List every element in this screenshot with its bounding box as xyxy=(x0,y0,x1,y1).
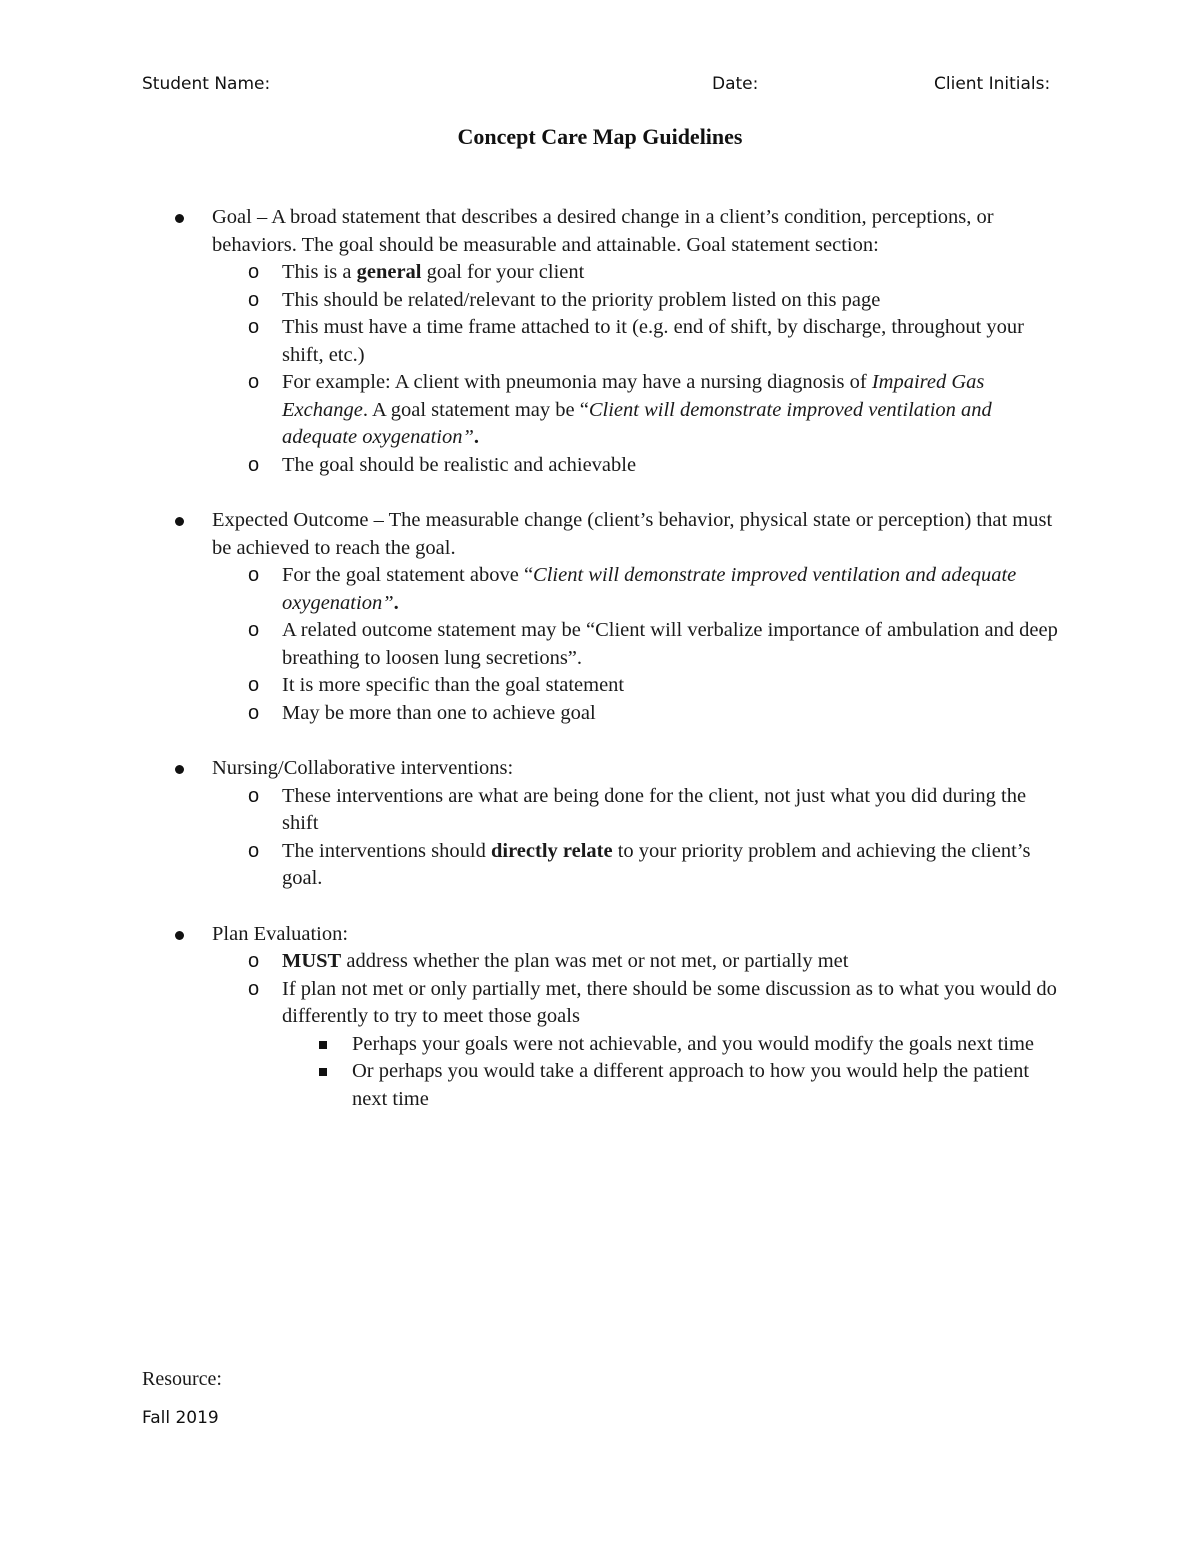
bullet-square xyxy=(319,1068,327,1076)
item-text: A related outcome statement may be “Client will verbalize importance of ambulation and deep breathing to loosen lung secretions”. xyxy=(282,619,1058,669)
list-item xyxy=(142,287,1062,315)
outcome-item xyxy=(142,507,1062,562)
outcome-section xyxy=(142,507,1062,727)
bullet-disc xyxy=(175,517,184,526)
bullet-circle: o xyxy=(248,674,260,696)
resource-label: Resource: xyxy=(142,1368,222,1390)
item-text: address whether the plan was met or not met, or partially met xyxy=(341,950,849,972)
bullet-circle: o xyxy=(248,950,260,972)
outcome-text: Expected Outcome – The measurable change (client’s behavior, physical state or perception) that must be achieved to reach the goal. xyxy=(212,509,1053,559)
item-text: May be more than one to achieve goal xyxy=(282,701,596,724)
goal-text: Goal – A broad statement that describes a desired change in a client’s condition, perceptions, or behaviors. The goal should be measurable and attainable. Goal statement section: xyxy=(212,206,994,256)
interventions-item xyxy=(142,755,1062,783)
goal-section xyxy=(142,204,1062,479)
goal-item xyxy=(142,204,1062,259)
item-text: This should be related/relevant to the priority problem listed on this page xyxy=(282,288,881,311)
list-item xyxy=(142,948,1062,976)
item-italic: Client will demonstrate improved ventilation and adequate oxygenation” xyxy=(282,564,1017,614)
item-text: For the goal statement above “ xyxy=(282,564,534,586)
student-name-label: Student Name: xyxy=(142,74,271,94)
list-item xyxy=(142,976,1062,1031)
guidelines-list xyxy=(142,204,1062,1141)
list-item xyxy=(142,672,1062,700)
item-text: . xyxy=(393,591,399,614)
item-text: . xyxy=(473,426,479,448)
item-text: This is a xyxy=(282,261,357,283)
bullet-circle: o xyxy=(248,619,260,641)
bullet-circle: o xyxy=(248,288,260,311)
item-text: to your priority problem and achieving the client’s goal. xyxy=(282,839,1031,889)
semester-label: Fall 2019 xyxy=(142,1408,219,1428)
list-item xyxy=(142,259,1062,287)
bullet-circle: o xyxy=(248,261,260,283)
bullet-circle: o xyxy=(248,839,260,862)
sub-list-item xyxy=(142,1031,1062,1059)
item-text: . A goal statement may be “ xyxy=(362,398,589,421)
bullet-disc xyxy=(175,931,184,940)
item-text: This must have a time frame attached to it (e.g. end of shift, by discharge, throughout your shift, etc.) xyxy=(282,316,1024,366)
date-label: Date: xyxy=(712,74,759,94)
item-text: The interventions should xyxy=(282,839,491,862)
bullet-square xyxy=(319,1041,327,1049)
item-text: These interventions are what are being done for the client, not just what you did during the shift xyxy=(282,784,1027,834)
item-text: goal for your client xyxy=(421,261,585,283)
bullet-disc xyxy=(175,765,184,774)
interventions-text: Nursing/Collaborative interventions: xyxy=(212,757,514,779)
list-item xyxy=(142,562,1062,617)
interventions-section xyxy=(142,755,1062,893)
bullet-circle: o xyxy=(248,453,260,476)
list-item xyxy=(142,700,1062,728)
bullet-circle: o xyxy=(248,784,260,807)
list-item xyxy=(142,783,1062,838)
item-bold: directly relate xyxy=(490,839,613,862)
list-item xyxy=(142,452,1062,480)
item-italic: Impaired Gas Exchange xyxy=(282,371,985,421)
item-text: For example: A client with pneumonia may have a nursing diagnosis of xyxy=(282,371,872,393)
bullet-disc xyxy=(175,214,184,223)
bullet-circle: o xyxy=(248,316,260,338)
item-text: The goal should be realistic and achievable xyxy=(282,453,637,476)
item-text: Or perhaps you would take a different approach to how you would help the patient next time xyxy=(352,1060,1030,1110)
bullet-circle: o xyxy=(248,564,260,586)
item-italic: Client will demonstrate improved ventilation and adequate oxygenation” xyxy=(282,398,992,448)
page-title: Concept Care Map Guidelines xyxy=(457,124,743,149)
evaluation-text: Plan Evaluation: xyxy=(212,922,349,945)
bullet-circle: o xyxy=(248,977,260,1000)
list-item xyxy=(142,617,1062,672)
item-text: If plan not met or only partially met, there should be some discussion as to what you would do differently to try to meet those goals xyxy=(282,977,1057,1027)
item-bold: MUST xyxy=(282,950,342,972)
list-item xyxy=(142,314,1062,369)
list-item xyxy=(142,838,1062,893)
client-initials-label: Client Initials: xyxy=(934,74,1051,94)
evaluation-item xyxy=(142,921,1062,949)
item-text: It is more specific than the goal statement xyxy=(282,674,625,696)
bullet-circle: o xyxy=(248,701,260,724)
bullet-circle: o xyxy=(248,371,260,393)
sub-list-item xyxy=(142,1058,1062,1113)
evaluation-section xyxy=(142,921,1062,1114)
list-item xyxy=(142,369,1062,452)
item-bold: general xyxy=(356,261,422,283)
item-text: Perhaps your goals were not achievable, and you would modify the goals next time xyxy=(352,1032,1035,1055)
